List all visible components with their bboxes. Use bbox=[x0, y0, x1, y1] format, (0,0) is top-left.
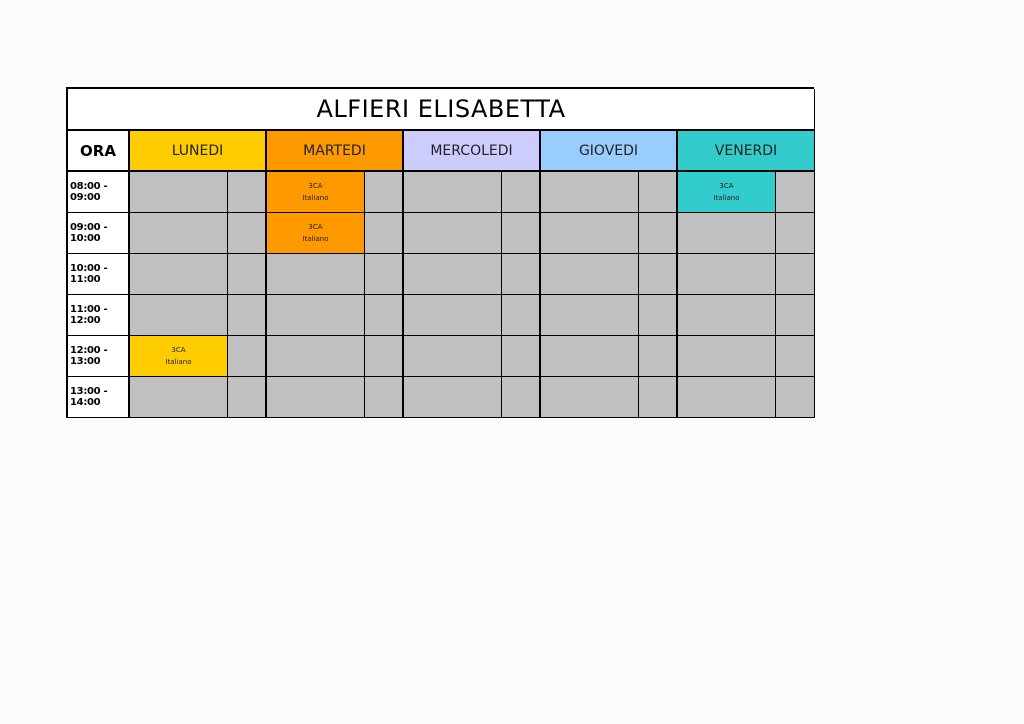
lesson-side-cell[interactable] bbox=[776, 377, 815, 418]
lesson-side-cell[interactable] bbox=[502, 377, 541, 418]
lesson-cell[interactable] bbox=[404, 377, 502, 418]
lesson-cell[interactable] bbox=[267, 213, 365, 254]
lesson-cell[interactable] bbox=[130, 213, 228, 254]
lesson-cell[interactable] bbox=[267, 295, 365, 336]
lesson-cell[interactable] bbox=[267, 377, 365, 418]
lesson-cell[interactable] bbox=[541, 213, 639, 254]
lesson-side-cell[interactable] bbox=[502, 172, 541, 213]
lesson-cell[interactable] bbox=[130, 172, 228, 213]
day-header-lunedi: LUNEDI bbox=[130, 131, 267, 172]
time-slot-label: 08:00 - 09:00 bbox=[68, 172, 130, 213]
lesson-side-cell[interactable] bbox=[502, 254, 541, 295]
lesson-side-cell[interactable] bbox=[776, 336, 815, 377]
lesson-cell[interactable] bbox=[541, 295, 639, 336]
lesson-side-cell[interactable] bbox=[365, 377, 404, 418]
lesson-side-cell[interactable] bbox=[639, 377, 678, 418]
lesson-side-cell[interactable] bbox=[228, 336, 267, 377]
lesson-cell[interactable] bbox=[267, 254, 365, 295]
lesson-cell[interactable] bbox=[678, 336, 776, 377]
teacher-name-title: ALFIERI ELISABETTA bbox=[68, 89, 815, 131]
time-slot-label: 12:00 - 13:00 bbox=[68, 336, 130, 377]
lesson-cell[interactable] bbox=[541, 377, 639, 418]
lesson-side-cell[interactable] bbox=[365, 254, 404, 295]
lesson-side-cell[interactable] bbox=[228, 254, 267, 295]
ora-header: ORA bbox=[68, 131, 130, 172]
lesson-side-cell[interactable] bbox=[639, 336, 678, 377]
lesson-cell[interactable] bbox=[130, 336, 228, 377]
lesson-side-cell[interactable] bbox=[365, 295, 404, 336]
lesson-cell[interactable] bbox=[541, 172, 639, 213]
time-slot-label: 09:00 - 10:00 bbox=[68, 213, 130, 254]
lesson-cell[interactable] bbox=[678, 377, 776, 418]
time-slot-label: 11:00 - 12:00 bbox=[68, 295, 130, 336]
lesson-side-cell[interactable] bbox=[639, 254, 678, 295]
lesson-class: 3CA bbox=[171, 346, 186, 354]
lesson-cell[interactable] bbox=[130, 254, 228, 295]
lesson-side-cell[interactable] bbox=[365, 336, 404, 377]
day-header-venerdi: VENERDI bbox=[678, 131, 815, 172]
lesson-side-cell[interactable] bbox=[776, 254, 815, 295]
lesson-side-cell[interactable] bbox=[776, 295, 815, 336]
lesson-cell[interactable] bbox=[267, 336, 365, 377]
lesson-cell[interactable] bbox=[404, 213, 502, 254]
lesson-side-cell[interactable] bbox=[776, 172, 815, 213]
lesson-subject: Italiano bbox=[165, 358, 192, 366]
day-header-mercoledi: MERCOLEDI bbox=[404, 131, 541, 172]
timetable-grid bbox=[66, 87, 814, 418]
lesson-side-cell[interactable] bbox=[639, 295, 678, 336]
lesson-side-cell[interactable] bbox=[228, 377, 267, 418]
lesson-side-cell[interactable] bbox=[365, 213, 404, 254]
lesson-side-cell[interactable] bbox=[639, 172, 678, 213]
lesson-cell[interactable] bbox=[404, 295, 502, 336]
lesson-side-cell[interactable] bbox=[502, 213, 541, 254]
lesson-cell[interactable] bbox=[404, 336, 502, 377]
time-slot-label: 13:00 - 14:00 bbox=[68, 377, 130, 418]
lesson-side-cell[interactable] bbox=[639, 213, 678, 254]
day-header-giovedi: GIOVEDI bbox=[541, 131, 678, 172]
lesson-class: 3CA bbox=[308, 182, 323, 190]
lesson-cell[interactable] bbox=[678, 213, 776, 254]
lesson-subject: Italiano bbox=[302, 235, 329, 243]
time-slot-label: 10:00 - 11:00 bbox=[68, 254, 130, 295]
lesson-cell[interactable] bbox=[404, 172, 502, 213]
lesson-side-cell[interactable] bbox=[776, 213, 815, 254]
lesson-side-cell[interactable] bbox=[502, 336, 541, 377]
lesson-cell[interactable] bbox=[541, 254, 639, 295]
lesson-cell[interactable] bbox=[678, 254, 776, 295]
lesson-cell[interactable] bbox=[130, 295, 228, 336]
lesson-cell[interactable] bbox=[678, 295, 776, 336]
lesson-cell[interactable] bbox=[130, 377, 228, 418]
lesson-side-cell[interactable] bbox=[365, 172, 404, 213]
lesson-cell[interactable] bbox=[404, 254, 502, 295]
lesson-cell[interactable] bbox=[678, 172, 776, 213]
lesson-cell[interactable] bbox=[267, 172, 365, 213]
lesson-subject: Italiano bbox=[713, 194, 740, 202]
lesson-side-cell[interactable] bbox=[228, 172, 267, 213]
lesson-subject: Italiano bbox=[302, 194, 329, 202]
lesson-cell[interactable] bbox=[541, 336, 639, 377]
lesson-side-cell[interactable] bbox=[502, 295, 541, 336]
lesson-class: 3CA bbox=[719, 182, 734, 190]
lesson-side-cell[interactable] bbox=[228, 295, 267, 336]
lesson-class: 3CA bbox=[308, 223, 323, 231]
lesson-side-cell[interactable] bbox=[228, 213, 267, 254]
day-header-martedi: MARTEDI bbox=[267, 131, 404, 172]
